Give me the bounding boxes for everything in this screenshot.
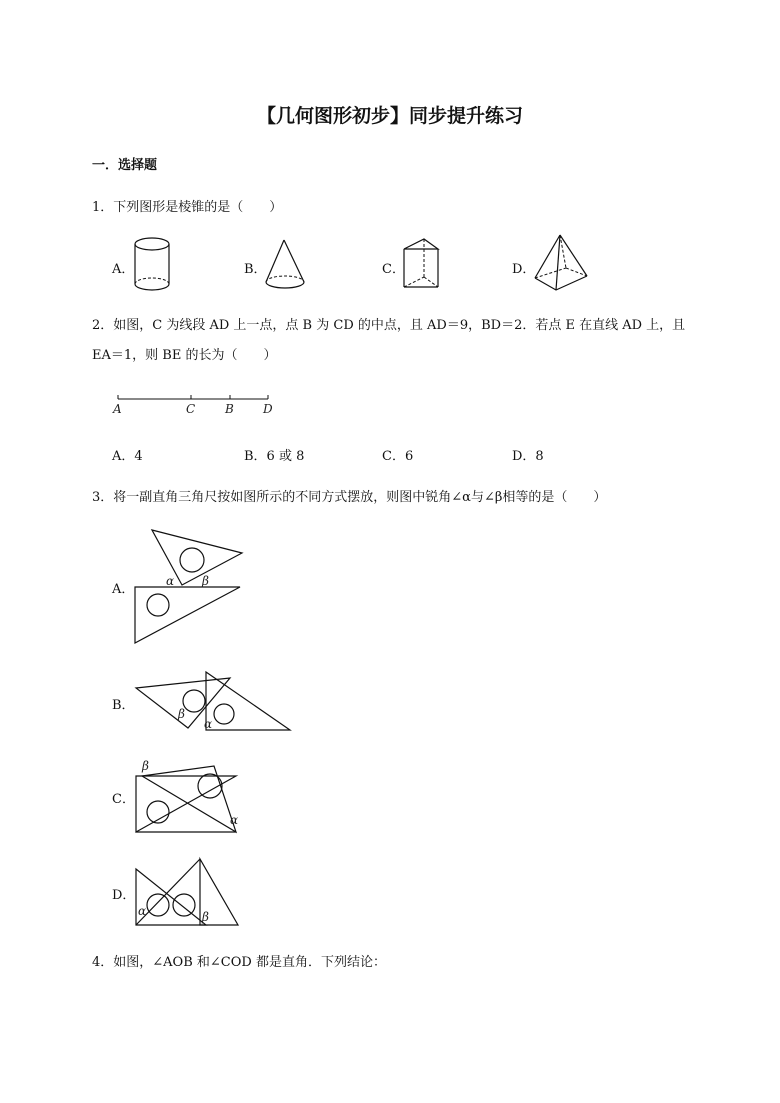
- alpha-label-a: α: [166, 574, 175, 588]
- question-2-stem-line2: EA＝1，则 BE 的长为（ ）: [92, 348, 277, 363]
- alpha-label-d: α: [138, 904, 147, 918]
- page-title: 【几何图形初步】同步提升练习: [256, 105, 523, 127]
- q3-figure-c: [130, 756, 245, 836]
- beta-label-a: β: [202, 574, 209, 588]
- q3-figure-d: [130, 855, 245, 930]
- alpha-label-c: α: [230, 813, 239, 827]
- q1-option-a-label: A．: [112, 262, 135, 277]
- beta-label-c: β: [142, 759, 149, 773]
- q2-option-a: A．4: [112, 449, 143, 464]
- cylinder-figure: [130, 236, 176, 294]
- alpha-label-b: α: [204, 717, 213, 731]
- question-4-stem: 4．如图，∠AOB 和∠COD 都是直角．下列结论：: [92, 955, 386, 970]
- q3-option-b-label: B．: [112, 698, 135, 713]
- point-d-label: D: [263, 402, 273, 416]
- segment-diagram: [112, 390, 282, 420]
- question-3-stem: 3．将一副直角三角尺按如图所示的不同方式摆放，则图中锐角∠α与∠β相等的是（ ）: [92, 490, 607, 505]
- point-b-label: B: [225, 402, 234, 416]
- question-2-stem-line1: 2．如图，C 为线段 AD 上一点，点 B 为 CD 的中点，且 AD＝9，BD＝2．若点 E 在直线 AD 上，且: [92, 318, 686, 333]
- q2-option-c: C．6: [382, 449, 414, 464]
- point-c-label: C: [186, 402, 196, 416]
- triangular-prism-figure: [400, 235, 444, 293]
- q2-option-d: D．8: [512, 449, 544, 464]
- beta-label-d: β: [202, 910, 209, 924]
- q3-option-d-label: D．: [112, 888, 136, 903]
- q2-option-b: B．6 或 8: [244, 449, 305, 464]
- point-a-label: A: [113, 402, 122, 416]
- cone-figure: [262, 238, 310, 294]
- beta-label-b: β: [178, 707, 185, 721]
- pyramid-figure: [530, 232, 592, 296]
- question-1-stem: 1．下列图形是棱锥的是（ ）: [92, 200, 283, 215]
- section-heading: 一．选择题: [92, 158, 158, 173]
- q1-option-c-label: C．: [382, 262, 405, 277]
- q1-option-d-label: D．: [512, 262, 536, 277]
- q3-figure-a: [130, 525, 250, 650]
- q3-figure-b: [130, 668, 295, 734]
- q1-option-b-label: B．: [244, 262, 267, 277]
- q3-option-c-label: C．: [112, 792, 135, 807]
- q3-option-a-label: A．: [112, 582, 135, 597]
